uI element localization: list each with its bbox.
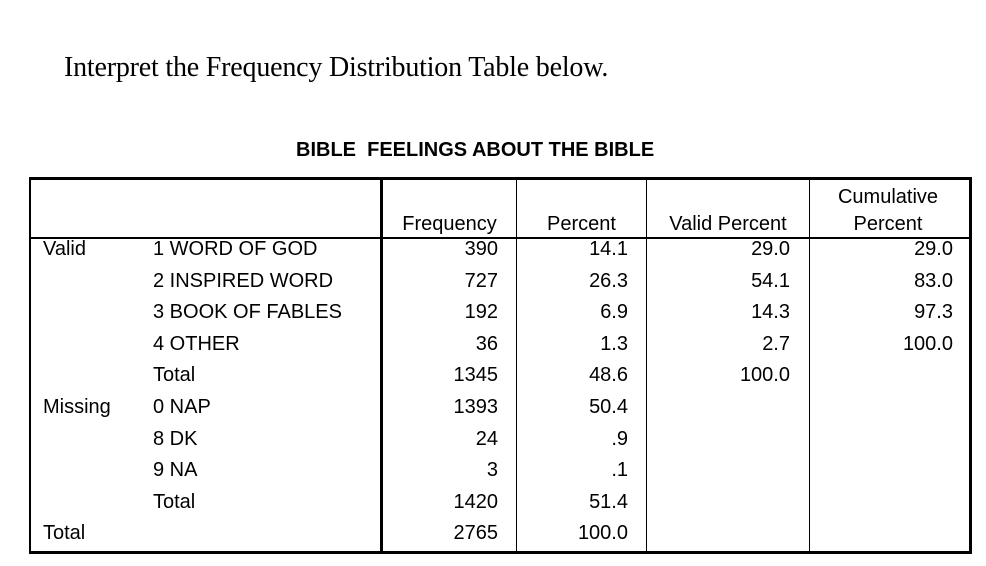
- row-label: 9 NA: [153, 459, 198, 482]
- cell-frequency: 36: [475, 332, 498, 355]
- cell-frequency: 727: [464, 269, 498, 292]
- header-cumulative-line2: Percent: [853, 213, 923, 235]
- row-group: [43, 296, 153, 328]
- row-group: [43, 328, 153, 360]
- cell-percent: 1.3: [600, 332, 628, 355]
- row-label: 4 OTHER: [153, 332, 240, 355]
- cell-frequency: 1345: [453, 364, 498, 387]
- cell-frequency: 390: [464, 238, 498, 260]
- row-group: Missing: [43, 396, 111, 418]
- row-label: 8 DK: [153, 427, 198, 450]
- cell-valid-percent: 54.1: [751, 269, 790, 292]
- row-label: 1 WORD OF GOD: [153, 238, 318, 260]
- cell-cumulative: [810, 423, 953, 455]
- cell-cumulative: 29.0: [914, 238, 953, 260]
- cell-valid-percent: [647, 454, 790, 486]
- cell-frequency: 2765: [453, 522, 498, 545]
- header-percent: Percent: [547, 213, 616, 235]
- row-group: [43, 359, 153, 391]
- cell-cumulative: [810, 391, 953, 423]
- cell-valid-percent: 14.3: [751, 301, 790, 324]
- cell-percent: 100.0: [577, 522, 628, 545]
- cell-frequency: 3: [486, 459, 498, 482]
- row-label: Total: [153, 364, 196, 387]
- cell-percent: .9: [611, 427, 628, 450]
- row-group: [43, 454, 153, 486]
- frequency-table: [29, 177, 972, 554]
- row-group: Total: [43, 522, 86, 545]
- row-group: Valid: [43, 238, 86, 260]
- cell-valid-percent: 29.0: [751, 238, 790, 260]
- instruction-text: Interpret the Frequency Distribution Table below.: [64, 52, 609, 83]
- cell-frequency: 192: [464, 301, 498, 324]
- cell-valid-percent: [647, 517, 790, 549]
- header-valid-percent: Valid Percent: [669, 213, 787, 235]
- cell-percent: .1: [611, 459, 628, 482]
- cell-cumulative: [810, 454, 953, 486]
- cell-percent: 6.9: [600, 301, 628, 324]
- row-label: Total: [153, 490, 196, 513]
- cell-frequency: 1393: [453, 396, 498, 418]
- row-label: 3 BOOK OF FABLES: [153, 301, 342, 324]
- cell-cumulative: [810, 517, 953, 549]
- cell-cumulative: 100.0: [902, 332, 953, 355]
- cell-valid-percent: [647, 423, 790, 455]
- row-group: [43, 486, 153, 518]
- cell-frequency: 1420: [453, 490, 498, 513]
- cell-percent: 14.1: [589, 238, 628, 260]
- row-label: 2 INSPIRED WORD: [153, 269, 334, 292]
- cell-cumulative: 83.0: [914, 269, 953, 292]
- cell-cumulative: [810, 486, 953, 518]
- cell-valid-percent: 100.0: [739, 364, 790, 387]
- cell-percent: 48.6: [589, 364, 628, 387]
- table-title: BIBLE FEELINGS ABOUT THE BIBLE: [296, 139, 655, 161]
- cell-frequency: 24: [475, 427, 498, 450]
- cell-valid-percent: 2.7: [762, 332, 790, 355]
- cell-cumulative: 97.3: [914, 301, 953, 324]
- row-label: 0 NAP: [153, 396, 211, 418]
- cell-valid-percent: [647, 486, 790, 518]
- cell-valid-percent: [647, 391, 790, 423]
- cell-percent: 26.3: [589, 269, 628, 292]
- cell-percent: 51.4: [589, 490, 628, 513]
- header-cumulative-line1: Cumulative: [837, 186, 939, 208]
- row-group: [43, 423, 153, 455]
- row-label: [153, 517, 379, 549]
- row-group: [43, 265, 153, 297]
- header-frequency: Frequency: [402, 213, 497, 235]
- cell-cumulative: [810, 359, 953, 391]
- cell-percent: 50.4: [589, 396, 628, 418]
